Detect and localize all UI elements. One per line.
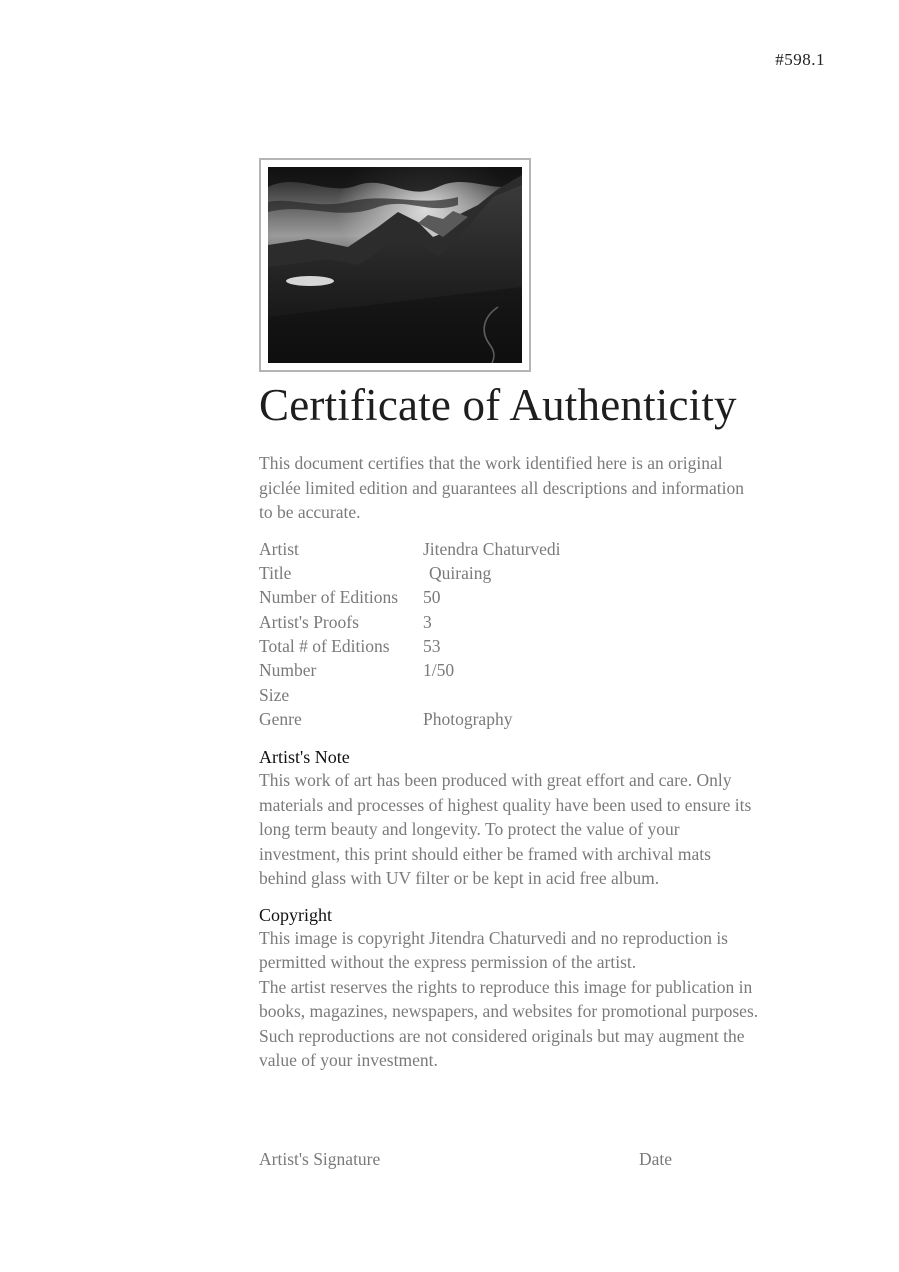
artists-note-paragraph: This work of art has been produced with great effort and care. Only materials and processes of highest quality have been used to ensure its long term beauty and longevity. To protect the value of your investment, this print should either be framed with archival mats behind glass with UV filter or be kept in acid free album.	[259, 770, 752, 889]
detail-label: Genre	[259, 708, 302, 729]
certificate-body	[259, 158, 759, 1073]
detail-value: Photography	[423, 708, 513, 729]
detail-label: Size	[259, 684, 290, 705]
copyright-text	[259, 926, 759, 1073]
landscape-photo	[268, 167, 522, 363]
photo-frame	[259, 158, 531, 372]
certificate-title: Certificate of Authenticity	[259, 380, 737, 430]
copyright-heading: Copyright	[259, 904, 333, 925]
detail-value	[423, 685, 561, 709]
artists-note-heading: Artist's Note	[259, 747, 350, 768]
copyright-paragraph-1: This image is copyright Jitendra Chaturvedi and no reproduction is permitted without the express permission of the artist.	[259, 927, 728, 973]
detail-row-artists-proofs	[259, 612, 561, 636]
detail-value: 1/50	[423, 660, 455, 681]
detail-label: Artist's Proofs	[259, 611, 359, 632]
detail-value: 50	[423, 587, 441, 608]
detail-label: Title	[259, 563, 292, 584]
artist-signature-label: Artist's Signature	[259, 1149, 381, 1169]
intro-text: This document certifies that the work identified here is an original giclée limited edition and guarantees all descriptions and information to be accurate.	[259, 453, 744, 523]
detail-value: Jitendra Chaturvedi	[423, 538, 561, 559]
date-label: Date	[639, 1149, 673, 1169]
detail-label: Total # of Editions	[259, 635, 390, 656]
detail-value: Quiraing	[429, 563, 492, 584]
detail-label: Artist	[259, 538, 299, 559]
detail-value: 53	[423, 635, 441, 656]
detail-label: Number	[259, 660, 317, 681]
detail-row-number-of-editions	[259, 587, 561, 611]
copyright-paragraph-2: The artist reserves the rights to reproduce this image for publication in books, magazines, newspapers, and websites for promotional purposes. Such reproductions are not considered originals but may augment the value of your investment.	[259, 976, 759, 1071]
detail-row-size	[259, 685, 561, 709]
detail-value: 3	[423, 611, 432, 632]
detail-row-title	[259, 563, 561, 587]
detail-label: Number of Editions	[259, 587, 399, 608]
detail-row-total-editions	[259, 636, 561, 660]
certificate-number: #598.1	[775, 50, 825, 69]
details-table	[259, 539, 561, 733]
artists-note-text	[259, 768, 759, 891]
detail-row-number	[259, 660, 561, 684]
signature-row	[259, 1149, 679, 1170]
detail-row-genre	[259, 709, 561, 733]
detail-row-artist	[259, 539, 561, 563]
